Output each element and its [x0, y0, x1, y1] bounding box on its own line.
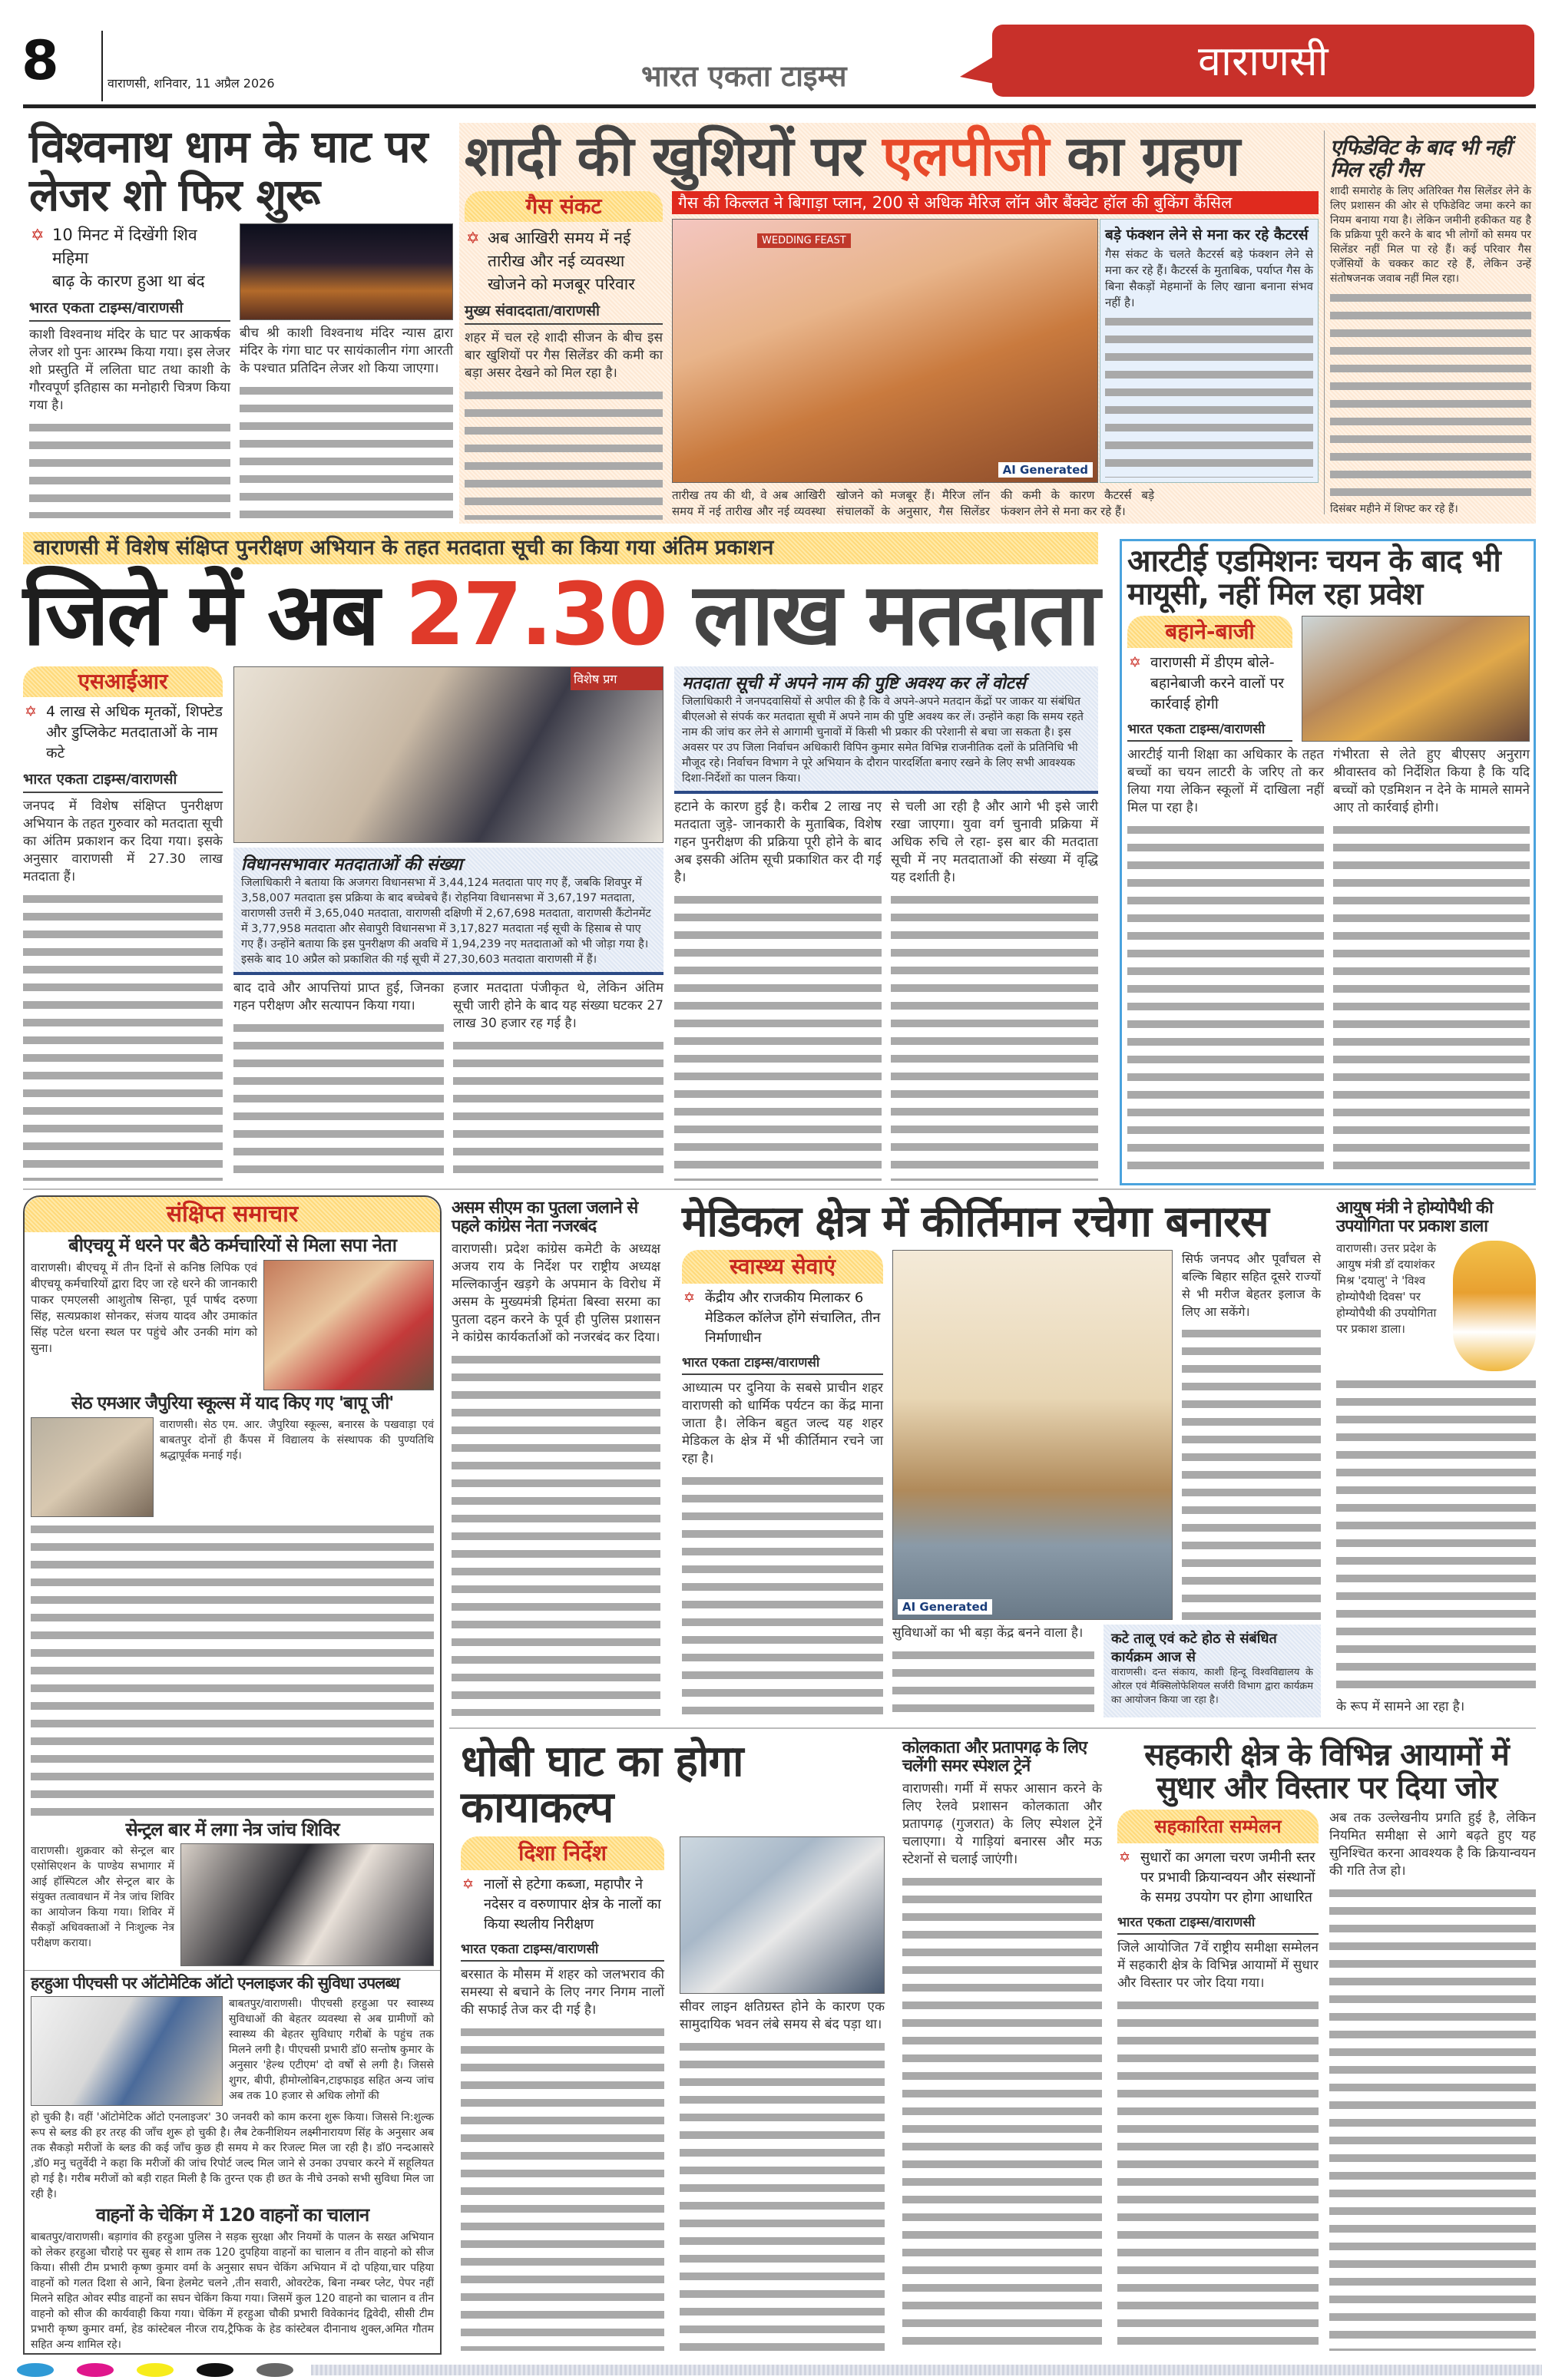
lab-photo — [31, 1996, 223, 2106]
divider — [1324, 131, 1325, 514]
voters-subcolumns — [674, 798, 1098, 1181]
dhobi-col-left — [461, 1836, 664, 2351]
laser-col-left — [29, 223, 230, 518]
minister-photo — [1453, 1241, 1536, 1371]
voters-kicker: एसआईआर — [23, 666, 223, 697]
voters-headline — [23, 565, 1098, 665]
lpg-bullet — [465, 226, 663, 296]
school-event-photo — [31, 1417, 154, 1517]
challan-body: बाबतपुर/वाराणसी। बड़ागांव की हरहुआ पुलिस ने सड़क सुरक्षा और नियमों के पालन के सख्त अभियान को लेकर हरहुआ चौराहे पर सुबह से शाम तक 120 दुपहिया वाहनों का चालान व तीन वाहनो को सीज किया। सीसी टीम प्रभारी कृष्ण कुमार वर्मा के अनुसार सघन चेकिंग अभियान में दो पहिया,चार पहिया वाहनों को गलत दिशा से आने, बिना हेलमेट चलने ,तीन सवारी, ओवरटेक, बिना नम्बर प्लेट, पेपर नहीं मिलने सहित ओवर स्पीड वाहनों का सघन चेकिंग किया गया। जिसमें कुल 120 वाहनो का चालान व तीन वाहनो को सीज की कार्यवाही किया गया। चेकिंग में हरहुआ चौकी प्रभारी विवेकानंद द्विवेदी, सीसी टीम प्रभारी कृष्ण कुमार वर्मा, हेड कांस्टेबल नीरज राय,ट्रैफिक के हेड कांस्टेबल दीनानाथ शुक्ल,अमित गौतम सहित अन्य शामिल रहे। — [31, 2231, 434, 2351]
text-column — [453, 1037, 663, 1181]
medical-col — [892, 1625, 1094, 1717]
page-number: 8 — [22, 29, 59, 92]
lpg-media-row — [672, 219, 1319, 483]
dhobi-bullet — [461, 1875, 664, 1935]
affidavit-headline: एफिडेविट के बाद भी नहीं मिल रही गैस — [1330, 136, 1511, 183]
rte-bullet — [1127, 653, 1292, 715]
registration-mark-magenta — [77, 2363, 114, 2377]
medical-photo-row — [892, 1250, 1321, 1620]
medical-bullet — [682, 1288, 883, 1348]
box-body: वाराणसी। दन्त संकाय, काशी हिन्दू विश्वविद्यालय के ओरल एवं मैक्सिलोफेशियल सर्जरी विभाग द्वारा कार्यक्रम का आयोजन किया जा रहा है। — [1111, 1667, 1313, 1706]
box-body: जिलाधिकारी ने बताया कि अजगरा विधानसभा में 3,44,124 मतदाता पाए गए हैं, जबकि शिवपुर में 3,58,007 मतदाता इस प्रक्रिया के बाद बच्चेबचे हैं। रोहनिया विधानसभा में 3,67,197 मतदाता, वाराणसी उत्तरी में 3,65,040 मतदाता, वाराणसी दक्षिणी में 2,67,698 मतदाता, वाराणसी कैंटोनमेंट में 3,77,958 मतदाता और सेवापुरी विधानसभा में 3,17,827 मतदाता नई सूची के हिसाब से पाए गए हैं। उन्होंने बताया कि इस पुनरीक्षण की अवधि में 1,94,239 नए मतदाताओं को भी जोड़ा गया है। इसके बाद 10 अप्रैल को प्रकाशित की गई सूची में 27,30,603 मतदाता वाराणसी में हैं। — [241, 876, 651, 966]
caterers-body: गैस संकट के चलते कैटरर्स बड़े फंक्शन लेने से मना कर रहे हैं। कैटरर्स के मुताबिक, पर्याप्त गैस के बिना सैकड़ों मेहमानों के लिए खाना बनाना संभव नहीं है। — [1105, 246, 1313, 309]
byline: भारत एकता टाइम्स/वाराणसी — [23, 769, 223, 793]
rte-top-row — [1127, 616, 1530, 742]
bullet-text: केंद्रीय और राजकीय मिलाकर 6 मेडिकल कॉलेज होंगे संचालित, तीन निर्माणाधीन — [705, 1290, 881, 1347]
box-headline: विधानसभावार मतदाताओं की संख्या — [241, 854, 462, 874]
ayush-body: वाराणसी। उत्तर प्रदेश के आयुष मंत्री डॉ दयाशंकर मिश्र 'दयालु' ने 'विश्व होम्योपैथी दिवस' पर होम्योपैथी की उपयोगिता पर प्रकाश डाला। — [1336, 1241, 1437, 1336]
box-headline: कटे तालू एवं कटे होठ से संबंधित कार्यक्रम आज से — [1111, 1631, 1277, 1665]
voters-subcol — [891, 798, 1098, 1181]
medical-kicker: स्वास्थ्य सेवाएं — [682, 1250, 883, 1284]
trains-story — [902, 1739, 1102, 2351]
bullet-text: वाराणसी में डीएम बोले- बहानेबाजी करने वालों पर कार्रवाई होगी — [1150, 654, 1285, 713]
voter-check-box — [674, 666, 1098, 794]
challan-headline: वाहनों के चेकिंग में 120 वाहनों का चालान — [95, 2204, 369, 2226]
medical-columns — [682, 1250, 1321, 1717]
coop-col-right — [1329, 1810, 1536, 2351]
rte-body: आरटीई यानी शिक्षा का अधिकार के तहत बच्चों का चयन लाटरी के जरिए तो कर लिया गया लेकिन स्कूलों में दाखिला नहीं मिल पा रहा है। — [1127, 747, 1324, 816]
voters-col-left — [23, 666, 223, 1181]
coop-columns — [1117, 1810, 1536, 2351]
coop-bullet — [1117, 1848, 1319, 1908]
section-rule — [23, 1188, 1536, 1190]
caterers-box — [1100, 219, 1319, 483]
brief-row — [31, 1843, 434, 1966]
medical-col: सुविधाओं का भी बड़ा केंद्र बनने वाला है। — [892, 1625, 1084, 1641]
bullet-text: 10 मिनट में दिखेंगी शिव महिमा — [52, 226, 197, 268]
brief-row — [31, 1260, 434, 1390]
text-column — [892, 1647, 1094, 1717]
dhobi-body: सीवर लाइन क्षतिग्रस्त होने के कारण एक सामुदायिक भवन लंबे समय से बंद पड़ा था। — [680, 1998, 885, 2032]
caterers-headline: बड़े फंक्शन लेने से मना कर रहे कैटरर्स — [1105, 226, 1309, 243]
star-icon: ✡ — [25, 702, 37, 720]
voters-col-right — [674, 666, 1098, 1181]
assam-body: वाराणसी। प्रदेश कांग्रेस कमेटी के अध्यक्ष अजय राय के निर्देश पर राष्ट्रीय अध्यक्ष मल्लिकार्जुन खड़गे के अपमान के विरोध में असम के मुख्यमंत्री हिमंता बिस्वा सरमा का पुतला दहन करने के पूर्व ही पुलिस प्रशासन ने कांग्रेस कार्यकर्ताओं को नजरबंद कर दिया। — [452, 1241, 660, 1345]
affidavit-body: शादी समारोह के लिए अतिरिक्त गैस सिलेंडर लेने के लिए प्रशासन की ओर से एफिडेविट जमा करने का नियम बनाया गया है। लेकिन जमीनी हकीकत यह है कि प्रक्रिया पूरी करने के बाद भी लोगों को समय पर सिलेंडर नहीं मिल पा रहे हैं। कई परिवार गैस एजेंसियों के चक्कर काट रहे हैं, लेकिन उन्हें संतोषजनक जवाब नहीं मिल रहा। — [1330, 185, 1531, 286]
voters-subcolumns — [233, 980, 663, 1181]
bullet-text: बाढ़ के कारण हुआ था बंद — [52, 272, 205, 291]
affidavit-tail: दिसंबर महीने में शिफ्ट कर रहे हैं। — [1330, 503, 1458, 515]
voters-columns — [23, 666, 1098, 1181]
wedding-kitchen-photo — [672, 219, 1098, 483]
star-icon: ✡ — [462, 1876, 475, 1892]
protest-photo — [263, 1260, 434, 1390]
rte-columns — [1127, 746, 1530, 1179]
cleft-box — [1104, 1625, 1321, 1717]
section-tab-pointer — [960, 54, 998, 84]
laser-body: बीच श्री काशी विश्वनाथ मंदिर न्यास द्वारा मंदिर के गंगा घाट पर सायंकालीन गंगा आरती के पश्चात प्रतिदिन लेजर शो किया जाएगा। — [240, 326, 453, 377]
lpg-headline — [465, 124, 1319, 188]
brief-body: वाराणसी। बीएचयू में तीन दिनों से कनिष्ठ लिपिक एवं बीएचयू कर्मचारियों द्वारा दिए जा रहे धरने की जानकारी पाकर एमएलसी आशुतोष सिन्हा, पूर्व पार्षद दरुणा सिंह, सत्यप्रकाश सोनकर, संजय यादव और उमाकांत सिंह पटेल धरना स्थल पर पहुंचे और उनकी मांग को सुना। — [31, 1260, 257, 1355]
registration-marks — [17, 2363, 293, 2377]
lpg-banner: गैस की किल्लत ने बिगाड़ा प्लान, 200 से अधिक मैरिज लॉन और बैंक्वेट हॉल की बुकिंग कैंसिल — [672, 191, 1319, 214]
registration-mark-yellow — [137, 2363, 174, 2377]
voters-subcol — [453, 980, 663, 1181]
text-column — [680, 2038, 885, 2351]
rte-col — [1127, 746, 1324, 1179]
coop-body: अब तक उल्लेखनीय प्रगति हुई है, लेकिन नियमित समीक्षा से आगे बढ़ते हुए यह सुनिश्चित करना आवश्यक है कि क्रियान्वयन की गति तेज हो। — [1329, 1810, 1536, 1879]
color-bar — [311, 2365, 1542, 2375]
medical-col-right — [892, 1250, 1321, 1717]
divider — [101, 31, 103, 101]
byline: भारत एकता टाइम्स/वाराणसी — [1127, 719, 1292, 742]
byline: भारत एकता टाइम्स/वाराणसी — [29, 297, 230, 322]
coop-col-left — [1117, 1810, 1319, 2351]
headline-part: जिले में अब — [23, 565, 378, 665]
medical-body: आध्यात्म पर दुनिया के सबसे प्राचीन शहर वाराणसी को धार्मिक पर्यटन का केंद्र माना जाता है। लेकिन बहुत जल्द यह शहर मेडिकल के क्षेत्र में भी कीर्तिमान रचने जा रहा है। — [682, 1380, 883, 1467]
star-icon: ✡ — [466, 228, 480, 247]
star-icon: ✡ — [1119, 1849, 1131, 1866]
text-column — [1182, 1325, 1321, 1620]
dhobi-headline: धोबी घाट का होगा कायाकल्प — [461, 1737, 743, 1833]
ai-generated-tag: AI Generated — [898, 1599, 992, 1615]
text-column — [465, 387, 663, 520]
voter-list-photo — [233, 666, 663, 843]
ayush-row — [1336, 1241, 1536, 1371]
harhua-row — [31, 1996, 434, 2106]
laser-headline: विश्वनाथ धाम के घाट पर लेजर शो फिर शुरू — [29, 121, 428, 221]
brief-headline: बीएचयू में धरने पर बैठे कर्मचारियों से मिला सपा नेता — [68, 1235, 396, 1256]
voters-col: हटाने के कारण हुई है। करीब 2 लाख नए मतदाता जुड़े- जानकारी के मुताबिक, विशेष गहन पुनरीक्षण की प्रक्रिया पूरी होने के बाद अब इसकी अंतिम सूची प्रकाशित कर दी गई है। — [674, 798, 882, 885]
box-headline: मतदाता सूची में अपने नाम की पुष्टि अवश्य कर लें वोटर्स — [682, 673, 1026, 693]
coop-headline: सहकारी क्षेत्र के विभिन्न आयामों में सुधार और विस्तार पर दिया जोर — [1144, 1737, 1509, 1806]
voters-col: बाद दावे और आपत्तियां प्राप्त हुई, जिनका गहन परीक्षण और सत्यापन किया गया। — [233, 980, 444, 1013]
lpg-bottom-body: तारीख तय की थी, वे अब आखिरी समय में नई तारीख और नई व्यवस्था खोजने को मजबूर हैं। मैरिज लॉन संचालकों के अनुसार, गैस सिलेंडर की कमी के कारण कैटरर्स बड़े फंक्शन लेने से मना कर रहे हैं। — [672, 488, 1154, 518]
text-column — [1329, 1885, 1536, 2351]
voters-bullet — [23, 702, 223, 764]
text-column — [1117, 1997, 1319, 2351]
registration-mark-black — [197, 2363, 233, 2377]
coop-body: जिले आयोजित 7वें राष्ट्रीय समीक्षा सम्मेलन में सहकारी क्षेत्र के विभिन्न आयामों में सुधार और विस्तार पर जोर दिया गया। — [1117, 1940, 1319, 1992]
text-column — [461, 2024, 664, 2351]
registration-mark-gray — [256, 2363, 293, 2377]
harhua-rule — [25, 1970, 440, 1971]
text-column — [1330, 289, 1531, 497]
coop-story — [1117, 1739, 1536, 2351]
medical-headline: मेडिकल क्षेत्र में कीर्तिमान रचेगा बनारस — [682, 1197, 1269, 1247]
headline-highlight: 27.30 — [405, 565, 666, 665]
rte-headline: आरटीई एडमिशनः चयन के बाद भी मायूसी, नहीं मिल रहा प्रवेश — [1127, 544, 1501, 613]
lpg-kicker: गैस संकट — [465, 191, 663, 222]
byline: मुख्य संवाददाता/वाराणसी — [465, 300, 663, 325]
bullet-text: अब आखिरी समय में नई तारीख और नई व्यवस्था खोजने को मजबूर परिवार — [488, 228, 635, 293]
medical-bottom-row — [892, 1625, 1321, 1717]
headline-part: लाख मतदाता — [693, 565, 1098, 665]
harhua-headline: हरहुआ पीएचसी पर ऑटोमेटिक ऑटो एनलाइजर की सुविधा उपलब्ध — [31, 1974, 399, 1993]
text-column — [682, 1473, 883, 1717]
brief-row — [31, 1417, 434, 1517]
rte-story — [1127, 545, 1530, 1179]
text-column — [902, 1873, 1102, 2352]
trains-headline: कोलकाता और प्रतापगढ़ के लिए चलेंगी समर स्पेशल ट्रेनें — [902, 1738, 1087, 1776]
text-column — [23, 891, 223, 1181]
coop-kicker: सहकारिता सम्मेलन — [1117, 1810, 1319, 1843]
varanasi-ghat-photo — [892, 1250, 1173, 1620]
text-column — [674, 891, 882, 1181]
voters-subcol — [674, 798, 882, 1181]
harhua-body: हो चुकी है। वहीं 'ऑटोमेटिक ऑटो एनलाइजर' 30 जनवरी को काम करना शुरू किया। जिससे नि:शुल्क रूप से ब्लड की हर तरह की जाँच शुरू हो चुकी है। लैब टेकनीशियन लक्ष्मीनारायण सिंह के अनुसार अब तक सैकड़ो मरीजों के ब्लड की कई जाँच कुछ ही समय मे कर रिजल्ट मिल जा रही है। डॉ0 नन्दआसरे ,डॉ0 मनु चतुर्वेदी ने कहा कि मरीजों की जांच रिपोर्ट जल्द मिल जाने से उनका उपचार करने में सहूलियत हो गई है। गरीब मरीजों को बड़ी राहत मिली है कि तुरन्त एक ही छत के नीचे उनको सभी सुविधा मिल जा रही है। — [31, 2111, 434, 2201]
laser-col-right — [240, 223, 453, 518]
dhobi-kicker: दिशा निर्देश — [461, 1836, 664, 1870]
headline-part: का ग्रहण — [1067, 124, 1240, 188]
star-icon: ✡ — [1129, 654, 1141, 672]
brief-headline: सेठ एमआर जैपुरिया स्कूल्स में याद किए गए 'बापू जी' — [71, 1393, 394, 1413]
laser-story — [29, 123, 453, 518]
medical-story — [682, 1199, 1321, 1717]
affidavit-story — [1330, 137, 1531, 518]
constituency-box — [233, 848, 663, 975]
ayush-story — [1336, 1199, 1536, 1716]
laser-bullet — [29, 223, 230, 293]
brief-body: वाराणसी। सेठ एम. आर. जैपुरिया स्कूल्स, बनारस के पखवाड़ा एवं बाबतपुर दोनों ही कैंपस में विद्यालय के संस्थापक की पुण्यतिथि श्रद्धापूर्वक मनाई गई। — [160, 1418, 434, 1462]
headline-part: शादी की खुशियों पर — [465, 124, 864, 188]
trains-body: वाराणसी। गर्मी में सफर आसान करने के लिए रेलवे प्रशासन कोलकाता और प्रतापगढ़ (गुजरात) के लिए स्पेशल ट्रेनें चलाएगा। ये गाड़ियां बनारस और मऊ स्टेशनों से चलाई जाएंगी। — [902, 1780, 1102, 1867]
text-column — [1105, 313, 1313, 478]
brief-headline: सेन्ट्रल बार में लगा नेत्र जांच शिविर — [125, 1818, 339, 1840]
assam-headline: असम सीएम का पुतला जलाने से पहले कांग्रेस नेता नजरबंद — [452, 1198, 638, 1236]
voters-body: जनपद में विशेष संक्षिप्त पुनरीक्षण अभियान के तहत गुरुवार को मतदाता सूची का अंतिम प्रकाशन कर दिया गया। इसके अनुसार वाराणसी में 27.30 लाख मतदाता हैं। — [23, 798, 223, 884]
dhobi-story — [461, 1739, 885, 2351]
section-rule — [449, 1727, 1536, 1729]
text-column — [1127, 821, 1324, 1179]
voters-col: हजार मतदाता पंजीकृत थे, लेकिन अंतिम सूची जारी होने के बाद यह संख्या घटकर 27 लाख 30 हजार रह गई है। — [453, 980, 663, 1031]
star-icon: ✡ — [683, 1290, 696, 1307]
voters-col: से चली आ रही है और आगे भी इसे जारी रखा जाएगा। युवा वर्ग चुनावी प्रक्रिया में अधिक रुचि ले रहा- इस बार की मतदाता सूची में नए मतदाताओं की संख्या में वृद्धि यह दर्शाती है। — [891, 798, 1098, 885]
ai-generated-tag: AI Generated — [998, 462, 1093, 478]
text-column — [1333, 821, 1530, 1179]
text-column — [240, 382, 453, 518]
harhua-body: बाबतपुर/वाराणसी। पीएचसी हरहुआ पर स्वास्थ्य सुविधाओं की बेहतर व्यवस्था से अब ग्रामीणों को स्वास्थ्य की बेहतर सुविधाए गरीबों के पहुंच तक मिलने लगी है। पीएचसी प्रभारी डॉ0 सन्तोष कुमार के अनुसार 'हेल्थ एटीएम' दो वर्षों से लगी है। जिससे शुगर, बीपी, हीमोग्लोबिन,टाइफाइड सहित अन्य जांच अब तक 10 हजार से अधिक लोगों की — [229, 1998, 434, 2103]
laser-columns — [29, 223, 453, 518]
text-column — [452, 1351, 660, 1717]
voters-col-mid — [233, 666, 663, 1181]
rte-col — [1333, 746, 1530, 1179]
photo-sign: WEDDING FEAST — [757, 233, 851, 248]
lpg-columns — [465, 191, 1319, 520]
rte-body: गंभीरता से लेते हुए बीएसए अनुराग श्रीवास्तव को निर्देशित किया है कि यदि बच्चों को एडमिशन न देने के मामले सामने आए तो कार्रवाई होगी। — [1333, 747, 1530, 816]
text-column — [31, 1521, 434, 1816]
brief-body: वाराणसी। शुक्रवार को सेन्ट्रल बार एसोसिएशन के पाण्डेय सभागार में आई हॉस्पिटल और सेन्ट्रल बार के संयुक्त तत्वावधान में नेत्र जांच शिविर का आयोजन किया गया। शिविर में सैकड़ों अधिवक्ताओं ने निःशुल्क नेत्र परीक्षण कराया। — [31, 1845, 174, 1950]
byline: भारत एकता टाइम्स/वाराणसी — [682, 1353, 883, 1375]
lpg-col-right — [672, 191, 1319, 520]
dateline: वाराणसी, शनिवार, 11 अप्रैल 2026 — [108, 76, 275, 91]
text-column — [1336, 1376, 1536, 1694]
byline: भारत एकता टाइम्स/वाराणसी — [461, 1939, 664, 1962]
header-rule — [23, 104, 1536, 108]
briefs-header: संक्षिप्त समाचार — [25, 1197, 440, 1232]
dhobi-columns — [461, 1836, 885, 2351]
medical-side-col — [1182, 1250, 1321, 1620]
eye-camp-photo — [180, 1843, 434, 1966]
voters-strap: वाराणसी में विशेष संक्षिप्त पुनरीक्षण अभियान के तहत मतदाता सूची का किया गया अंतिम प्रकाशन — [23, 532, 1098, 564]
box-body: जिलाधिकारी ने जनपदवासियों से अपील की है कि वे अपने-अपने मतदान केंद्रों पर जाकर या संबंधित बीएलओ से संपर्क कर मतदाता सूची में अपने नाम की पुष्टि अवश्य कर लें। उन्होंने कहा कि समय रहते नाम की जांच कर लेने से आगामी चुनावों में किसी भी प्रकार की परेशानी से बचा जा सकता है। इस अवसर पर उप जिला निर्वाचन अधिकारी विपिन कुमार समेत विभिन्न राजनीतिक दलों के प्रतिनिधि भी मौजूद रहे। निर्वाचन विभाग ने पूरे अभियान के दौरान पारदर्शिता बनाए रखने के लिए सभी आवश्यक दिशा-निर्देशों का पालन किया। — [682, 695, 1084, 785]
dhobi-body: बरसात के मौसम में शहर को जलभराव की समस्या से बचाने के लिए नगर निगम नालों की सफाई तेज कर दी गई है। — [461, 1966, 664, 2018]
registration-mark-cyan — [17, 2363, 54, 2377]
lpg-body: शहर में चल रहे शादी सीजन के बीच इस बार खुशियों पर गैस सिलेंडर की कमी का बड़ा असर देखने को मिल रहा है। — [465, 329, 663, 381]
bullet-text: सुधारों का अगला चरण जमीनी स्तर पर प्रभावी क्रियान्वयन और संस्थानों के समग्र उपयोग पर होगा आधारित — [1140, 1849, 1315, 1906]
voters-story — [23, 532, 1098, 1181]
star-icon: ✡ — [31, 226, 45, 245]
voters-subcol — [233, 980, 444, 1181]
assam-story — [452, 1199, 660, 1716]
ayush-headline: आयुष मंत्री ने होम्योपैथी की उपयोगिता पर प्रकाश डाला — [1336, 1198, 1493, 1236]
briefs-column — [25, 1197, 440, 2352]
lpg-col-left — [465, 191, 663, 520]
text-column — [233, 1020, 444, 1181]
inspection-photo — [680, 1836, 885, 1994]
rte-kicker: बहाने-बाजी — [1127, 616, 1292, 648]
medical-col-left — [682, 1250, 883, 1717]
text-column — [891, 891, 1098, 1181]
photo-sign: विशेष प्रग — [571, 667, 663, 690]
laser-show-photo — [240, 223, 453, 320]
bullet-text: नालों से हटेगा कब्जा, महापौर ने नदेसर व वरुणापार क्षेत्र के नालों का किया स्थलीय निरीक्षण — [484, 1876, 661, 1932]
laser-body: काशी विश्वनाथ मंदिर के घाट पर आकर्षक लेजर शो पुनः आरम्भ किया गया। इस लेजर शो प्रस्तुति में ललिता घाट तथा काशी के गौरवपूर्ण इतिहास का मनोहारी चित्रण किया गया है। — [29, 327, 230, 414]
classroom-photo — [1302, 616, 1530, 742]
masthead: भारत एकता टाइम्स — [641, 59, 847, 93]
ayush-tail: के रूप में सामने आ रहा है। — [1336, 1699, 1465, 1714]
lpg-story — [465, 124, 1319, 520]
section-title: वाराणसी — [1198, 37, 1329, 85]
bullet-text: 4 लाख से अधिक मृतकों, शिफ्टेड और डुप्लिकेट मतदाताओं के नाम कटे — [46, 702, 223, 762]
headline-highlight: एलपीजी — [882, 124, 1049, 188]
dhobi-col-right — [680, 1836, 885, 2351]
byline: भारत एकता टाइम्स/वाराणसी — [1117, 1912, 1319, 1935]
text-column — [29, 419, 230, 518]
rte-lead — [1127, 616, 1292, 742]
medical-side: सिर्फ जनपद और पूर्वांचल से बल्कि बिहार सहित दूसरे राज्यों से भी मरीज बेहतर इलाज के लिए आ सकेंगे। — [1182, 1251, 1321, 1320]
